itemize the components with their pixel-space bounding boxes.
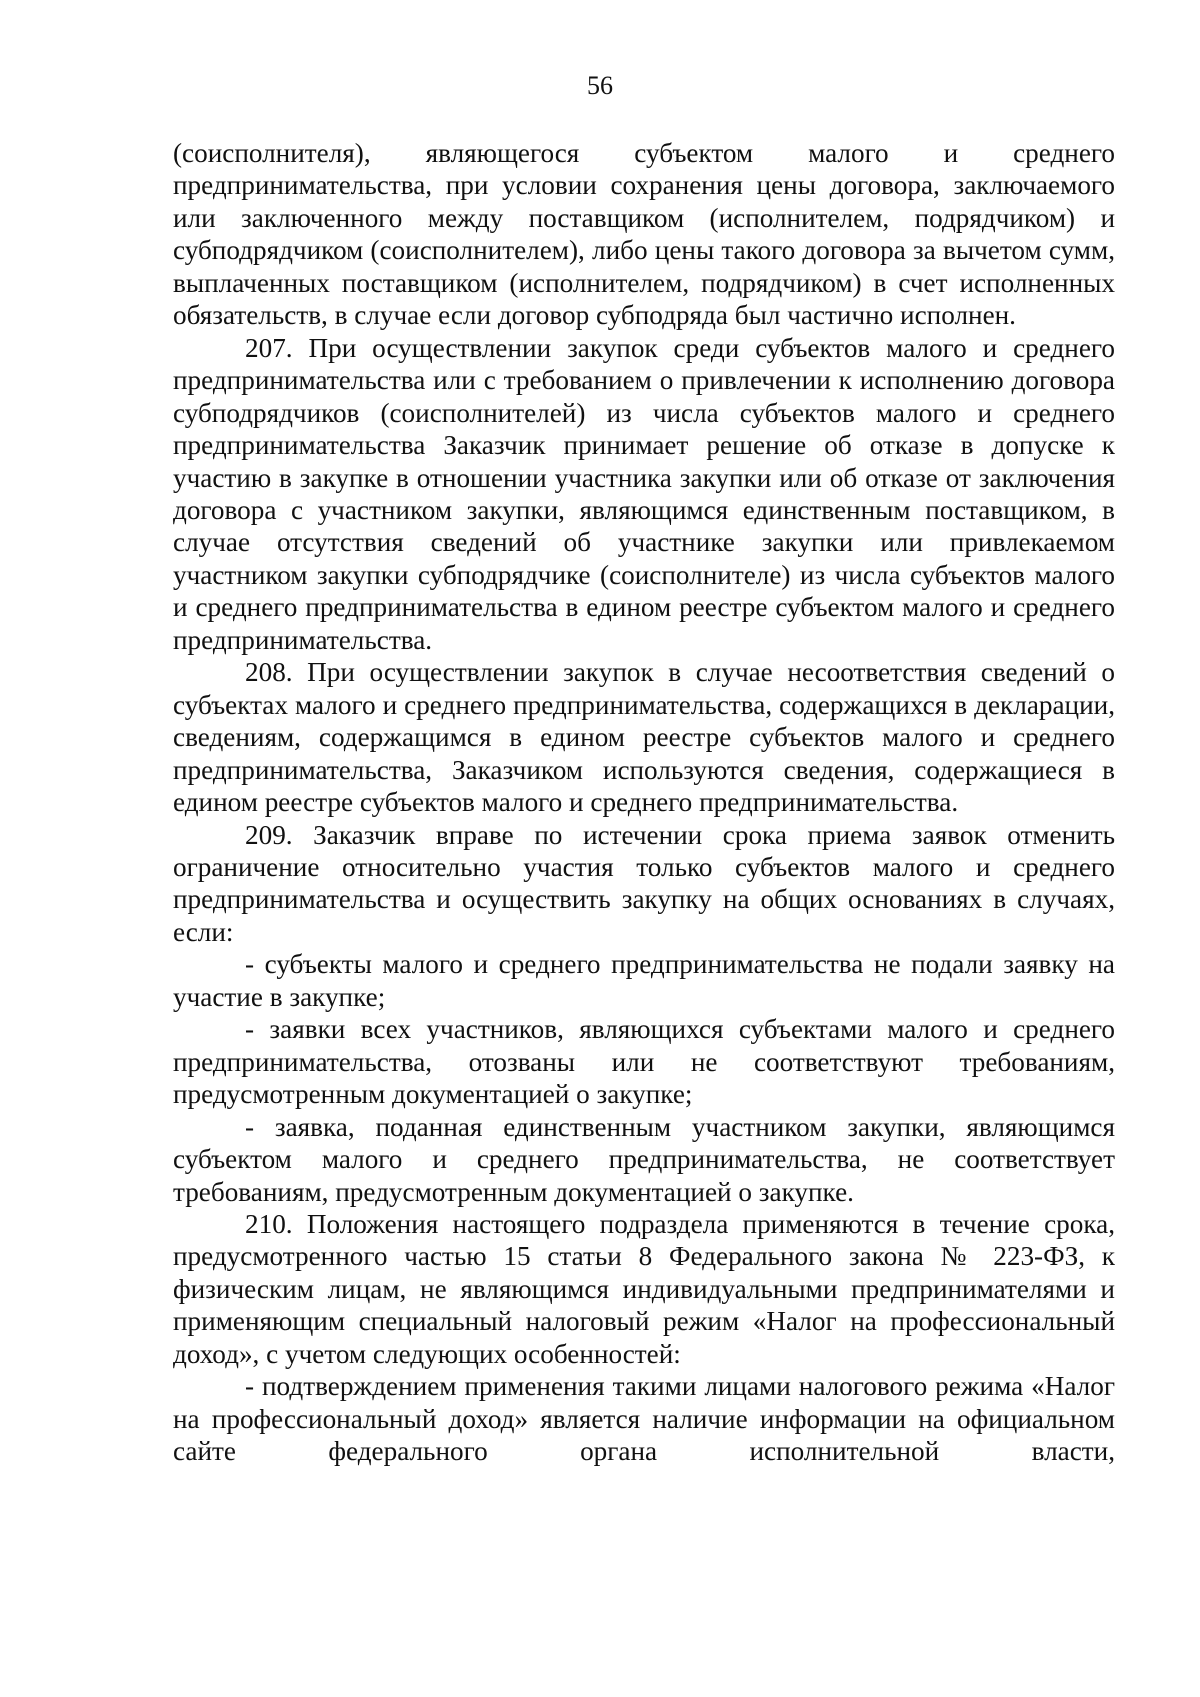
paragraph-208: 208. При осуществлении закупок в случае несоответствия сведений о субъектах малого и среднего предпринимательства, содержащихся в декларации, сведениям, содержащимся в едином реестре субъектов малого и среднего предпринимательства, Заказчиком используются сведения, содержащиеся в едином реестре субъектов малого и среднего предпринимательства. bbox=[173, 657, 1115, 818]
paragraph-continuation: (соисполнителя), являющегося субъектом малого и среднего предпринимательства, при условии сохранения цены договора, заключаемого или заключенного между поставщиком (исполнителем, подрядчиком) и субподрядчиком (соисполнителем), либо цены такого договора за вычетом сумм, выплаченных поставщиком (исполнителем, подрядчиком) в счет исполненных обязательств, в случае если договор субподряда был частично исполнен. bbox=[173, 138, 1115, 331]
document-body bbox=[173, 137, 1115, 1468]
list-item-applications-withdrawn: - заявки всех участников, являющихся субъектами малого и среднего предпринимательства, отозваны или не соответствуют требованиям, предусмотренным документацией о закупке; bbox=[173, 1014, 1115, 1110]
paragraph-209: 209. Заказчик вправе по истечении срока приема заявок отменить ограничение относительно участия только субъектов малого и среднего предпринимательства и осуществить закупку на общих основаниях в случаях, если: bbox=[173, 819, 1115, 947]
list-item-single-application: - заявка, поданная единственным участником закупки, являющимся субъектом малого и среднего предпринимательства, не соответствует требованиям, предусмотренным документацией о закупке. bbox=[173, 1111, 1115, 1207]
list-item-no-applications: - субъекты малого и среднего предпринимательства не подали заявку на участие в закупке; bbox=[173, 949, 1115, 1012]
paragraph-210: 210. Положения настоящего подраздела применяются в течение срока, предусмотренного частью 15 статьи 8 Федерального закона № 223-ФЗ, к физическим лицам, не являющимся индивидуальными предпринимателями и применяющим специальный налоговый режим «Налог на профессиональный доход», с учетом следующих особенностей: bbox=[173, 1208, 1115, 1369]
page-number: 56 bbox=[587, 71, 613, 100]
paragraph-207: 207. При осуществлении закупок среди субъектов малого и среднего предпринимательства или с требованием о привлечении к исполнению договора субподрядчиков (соисполнителей) из числа субъектов малого и среднего предпринимательства Заказчик принимает решение об отказе в допуске к участию в закупке в отношении участника закупки или об отказе от заключения договора с участником закупки, являющимся единственным поставщиком, в случае отсутствия сведений об участнике закупки или привлекаемом участником закупки субподрядчике (соисполнителе) из числа субъектов малого и среднего предпринимательства в едином реестре субъектом малого и среднего предпринимательства. bbox=[173, 332, 1115, 655]
list-item-tax-regime-confirmation: - подтверждением применения такими лицами налогового режима «Налог на профессиональный доход» является наличие информации на официальном сайте федерального органа исполнительной власти, bbox=[173, 1371, 1115, 1467]
